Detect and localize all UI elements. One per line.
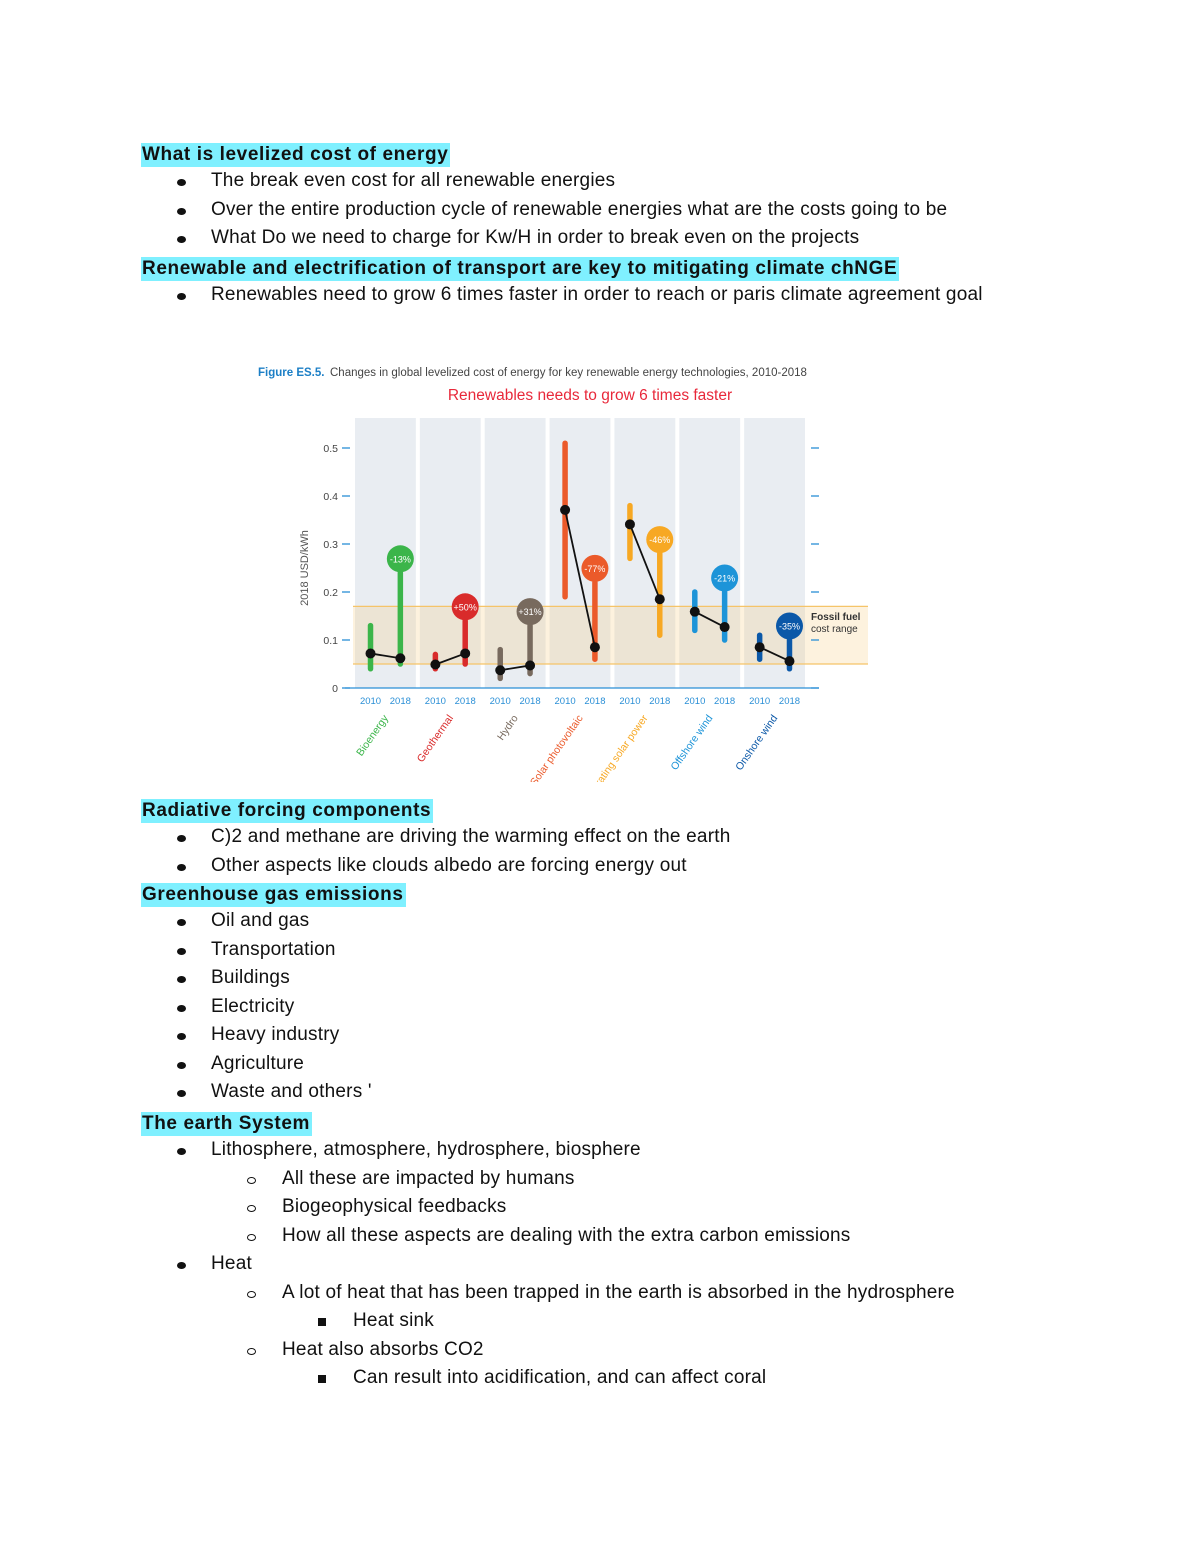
- bullet-icon: [177, 1262, 186, 1269]
- section: [141, 257, 1091, 310]
- x-tick-label-2018: 2018: [454, 696, 476, 707]
- data-point-2010: [625, 519, 635, 529]
- bullet-list: [141, 167, 947, 253]
- change-badge-label: -13%: [389, 554, 411, 565]
- x-tick-label-2018: 2018: [778, 696, 801, 707]
- list-item-text: Heavy industry: [211, 1024, 340, 1045]
- section: [141, 883, 406, 1107]
- list-item-text: A lot of heat that has been trapped in the earth is absorbed in the hydrosphere: [282, 1281, 955, 1303]
- list-item: [141, 1222, 955, 1251]
- bullet-list: [141, 281, 1091, 310]
- list-item: [141, 852, 730, 881]
- section: [141, 1112, 955, 1393]
- list-item: [141, 1021, 406, 1050]
- bullet-icon: [177, 1033, 186, 1040]
- list-item: [141, 1136, 955, 1165]
- x-tick-label-2018: 2018: [389, 696, 411, 707]
- list-item-text: Heat sink: [353, 1310, 435, 1331]
- bullet-list: [141, 1136, 955, 1393]
- bullet-icon: [177, 293, 186, 300]
- list-item: [141, 993, 406, 1022]
- list-item: [141, 1336, 955, 1365]
- x-tick-label-2018: 2018: [649, 696, 671, 707]
- circle-bullet-icon: [247, 1205, 256, 1212]
- x-tick-label-2010: 2010: [424, 696, 446, 707]
- list-item-text: Can result into acidification, and can affect coral: [353, 1367, 767, 1388]
- list-item: [141, 1165, 955, 1194]
- list-item-text: Renewables need to grow 6 times faster in order to reach or paris climate agreement goal: [211, 284, 983, 305]
- bullet-icon: [177, 919, 186, 926]
- change-badge-label: -46%: [649, 535, 671, 546]
- x-tick-label-2018: 2018: [714, 696, 736, 707]
- data-point-2018: [720, 622, 730, 632]
- list-item: [141, 196, 947, 225]
- bullet-icon: [177, 1148, 186, 1155]
- change-badge-label: -35%: [778, 621, 800, 632]
- x-tick-label-2010: 2010: [749, 696, 771, 707]
- list-item: [141, 907, 406, 936]
- list-item-text: Other aspects like clouds albedo are forcing energy out: [211, 854, 687, 876]
- y-tick-label: 0.3: [323, 539, 338, 551]
- change-badge-label: -21%: [714, 573, 736, 584]
- list-item: [141, 1078, 406, 1107]
- list-item: [141, 964, 406, 993]
- data-point-2010: [430, 659, 440, 669]
- y-tick-label: 0.1: [323, 635, 338, 647]
- x-tick-label-2010: 2010: [554, 696, 576, 707]
- list-item: [141, 1279, 955, 1308]
- x-tick-label-2010: 2010: [489, 696, 511, 707]
- circle-bullet-icon: [247, 1234, 256, 1241]
- chart-title: Renewables needs to grow 6 times faster: [447, 387, 733, 404]
- x-tick-label-2018: 2018: [584, 696, 606, 707]
- data-point-2018: [460, 648, 470, 658]
- lcoe-chart: [250, 356, 880, 782]
- list-item-text: Heat: [211, 1253, 252, 1274]
- change-badge-label: -77%: [584, 563, 606, 574]
- data-point-2018: [655, 594, 665, 604]
- bullet-list: [141, 907, 406, 1107]
- square-bullet-icon: [318, 1318, 326, 1326]
- x-tick-label-2010: 2010: [359, 696, 382, 707]
- list-item: [141, 936, 406, 965]
- list-item-text: How all these aspects are dealing with the extra carbon emissions: [282, 1224, 851, 1246]
- y-tick-label: 0.2: [323, 587, 338, 599]
- section-heading: Renewable and electrification of transport are key to mitigating climate chNGE: [142, 258, 898, 279]
- data-point-2018: [784, 656, 794, 666]
- data-point-2018: [590, 642, 600, 652]
- section-heading: The earth System: [142, 1113, 310, 1134]
- list-item-text: Waste and others ': [211, 1081, 372, 1102]
- data-point-2018: [525, 660, 535, 670]
- list-item-text: C)2 and methane are driving the warming effect on the earth: [211, 826, 731, 847]
- section-heading: Radiative forcing components: [142, 800, 432, 821]
- circle-bullet-icon: [247, 1177, 256, 1184]
- bullet-icon: [177, 976, 186, 983]
- list-item-text: Electricity: [211, 995, 295, 1017]
- list-item-text: Oil and gas: [211, 910, 310, 931]
- category-label: Offshore wind: [668, 712, 716, 773]
- list-item-text: Buildings: [211, 967, 290, 988]
- figure-label: Figure ES.5.: [258, 367, 325, 379]
- fossil-label-line2: cost range: [811, 624, 858, 635]
- bullet-icon: [177, 1090, 186, 1097]
- list-item-text: Lithosphere, atmosphere, hydrosphere, biosphere: [211, 1139, 641, 1160]
- change-badge-label: +50%: [453, 602, 477, 613]
- bullet-icon: [177, 1062, 186, 1069]
- figure-caption: Changes in global levelized cost of energy for key renewable energy technologies, 2010-2018: [330, 367, 807, 379]
- list-item: [141, 281, 1091, 310]
- category-label: Concentrating solar power: [570, 712, 651, 782]
- x-tick-label-2018: 2018: [519, 696, 541, 707]
- plot-layer: [323, 418, 868, 782]
- y-tick-label: 0: [332, 683, 338, 695]
- list-item: [141, 1364, 955, 1393]
- bullet-icon: [177, 179, 186, 186]
- list-item: [141, 823, 730, 852]
- list-item: [141, 1193, 955, 1222]
- section-heading: Greenhouse gas emissions: [142, 884, 404, 905]
- category-label: Solar photovoltaic: [527, 712, 586, 782]
- data-point-2010: [560, 505, 570, 515]
- section-heading: What is levelized cost of energy: [142, 144, 449, 165]
- list-item: [141, 1307, 955, 1336]
- list-item-text: Biogeophysical feedbacks: [282, 1196, 507, 1217]
- lcoe-figure: [250, 356, 880, 782]
- y-tick-label: 0.4: [323, 491, 338, 503]
- y-tick-label: 0.5: [323, 443, 338, 455]
- list-item-text: The break even cost for all renewable energies: [211, 170, 616, 191]
- bullet-icon: [177, 948, 186, 955]
- data-point-2018: [395, 653, 405, 663]
- list-item: [141, 1250, 955, 1279]
- category-label: Onshore wind: [733, 712, 781, 773]
- list-item: [141, 1050, 406, 1079]
- x-tick-label-2010: 2010: [619, 696, 641, 707]
- list-item-text: Over the entire production cycle of renewable energies what are the costs going to be: [211, 198, 948, 220]
- section: [141, 143, 947, 253]
- change-badge-label: +31%: [518, 607, 542, 618]
- bullet-icon: [177, 208, 186, 215]
- list-item-text: Heat also absorbs CO2: [282, 1338, 484, 1360]
- bullet-icon: [177, 1005, 186, 1012]
- list-item-text: Transportation: [211, 938, 336, 960]
- circle-bullet-icon: [247, 1348, 256, 1355]
- fossil-label-line1: Fossil fuel: [811, 612, 861, 623]
- circle-bullet-icon: [247, 1291, 256, 1298]
- data-point-2010: [495, 665, 505, 675]
- bullet-list: [141, 823, 730, 880]
- list-item-text: Agriculture: [211, 1052, 305, 1074]
- square-bullet-icon: [318, 1375, 326, 1383]
- data-point-2010: [366, 648, 376, 658]
- data-point-2010: [690, 607, 700, 617]
- category-label: Geothermal: [414, 712, 456, 765]
- y-axis-label: 2018 USD/kWh: [299, 530, 311, 606]
- list-item: [141, 167, 947, 196]
- section: [141, 799, 730, 880]
- data-point-2010: [755, 642, 765, 652]
- bullet-icon: [177, 236, 186, 243]
- category-label: Bioenergy: [354, 712, 392, 759]
- list-item: [141, 224, 947, 253]
- list-item-text: What Do we need to charge for Kw/H in order to break even on the projects: [211, 227, 860, 248]
- bullet-icon: [177, 835, 186, 842]
- bullet-icon: [177, 864, 186, 871]
- category-label: Hydro: [494, 712, 521, 743]
- x-tick-label-2010: 2010: [684, 696, 706, 707]
- list-item-text: All these are impacted by humans: [282, 1167, 575, 1189]
